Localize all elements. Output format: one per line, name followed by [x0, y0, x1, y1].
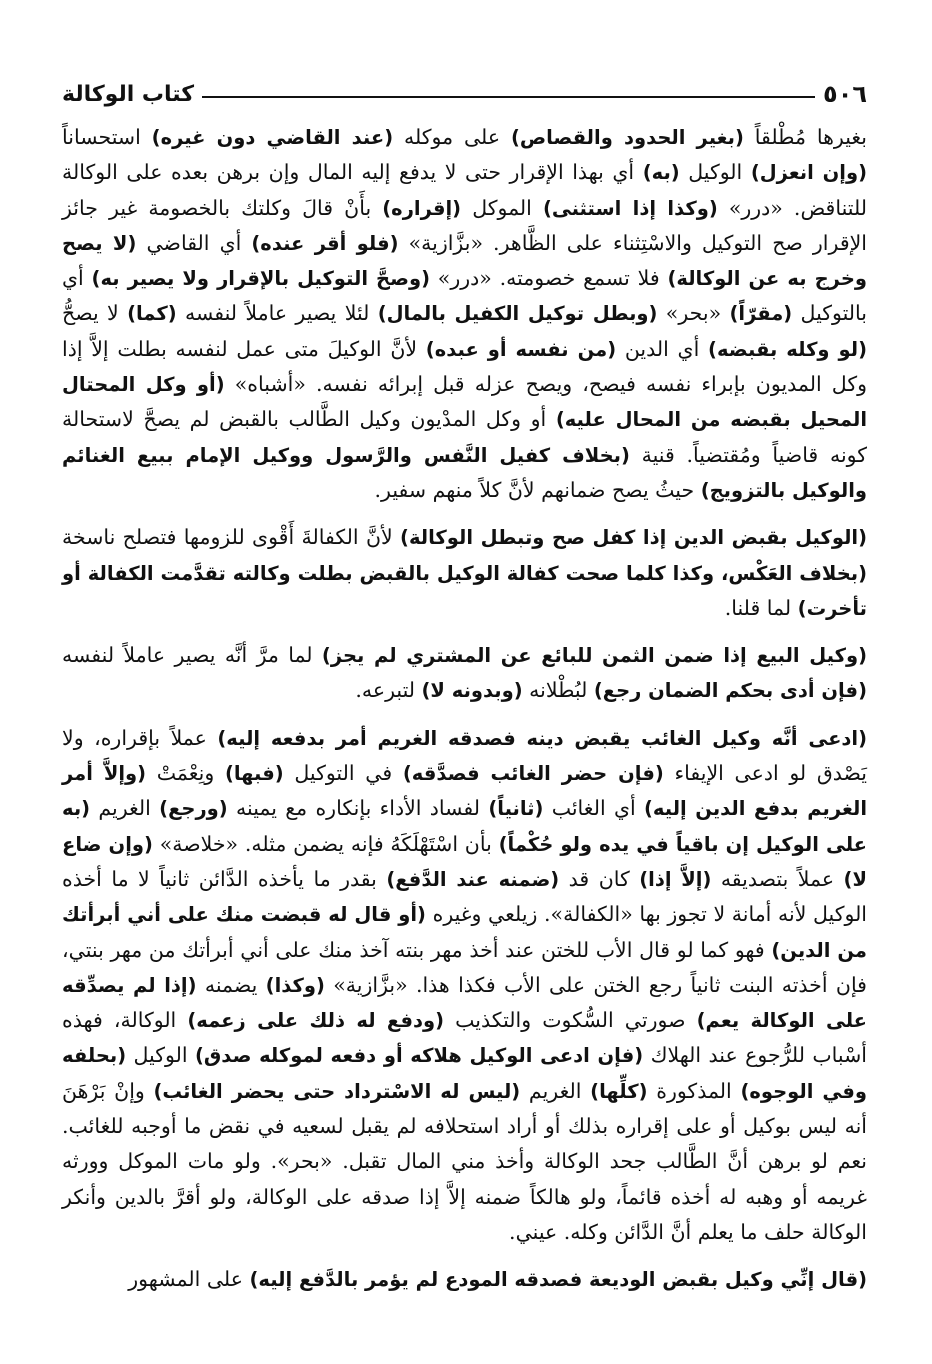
commentary-text: أي القاضي [136, 230, 252, 255]
commentary-text: حيثُ يصح ضمانهم لأنَّ كلاً منهم سفير. [374, 477, 701, 502]
matn-text: (قال إنِّي وكيل بقبض الوديعة فصدقه المودع لم يؤمر بالدَّفع إليه) [249, 1268, 867, 1292]
matn-text: (به على الوكيل إن باقياً في يده ولو حُكْماً) [62, 797, 867, 856]
commentary-text: الوكالة، فهذه أسْباب للرُّجوع عند الهلاك [62, 1008, 867, 1068]
matn-text: (كلِّها) [590, 1079, 648, 1103]
matn-text: (وصحَّ التوكيل بالإقرار ولا يصير به) [91, 267, 430, 291]
matn-text: (به) [642, 161, 680, 185]
commentary-text: المذكورة [647, 1078, 741, 1103]
commentary-text: بأن اسْتَهْلَكَهُ فإنه يضمن مثله. «خلاصة» [152, 831, 499, 856]
matn-text: (كما) [127, 302, 177, 326]
commentary-text: فهو كما لو قال الأب للختن عند أخذ مهر بنته آخذ منك على أني أبرأتك من مهر بنتي، فإن أخذته البنت ثانياً رجع الختن على الأب فكذا هذا. «بزَّازية» [62, 937, 867, 997]
commentary-text: في التوكيل [283, 761, 403, 786]
commentary-text: لئلا يصير عاملاً لنفسه [176, 301, 378, 326]
matn-text: (فإن أدى بحكم الضمان رجع) [593, 679, 867, 703]
commentary-text: لما قلنا. [724, 595, 798, 620]
matn-text: (فإن حضر الغائب فصدَّقه) [402, 762, 664, 786]
commentary-text: بأَنْ قالَ وكلتك بالخصومة غير جائز الإقرار صح التوكيل والاسْتِثناء على الظَّاهر. «بزَّازية» [62, 195, 868, 255]
matn-text: (لو وكله بقبضه) [708, 337, 867, 361]
paragraph [62, 721, 867, 1250]
matn-text: (بغير الحدود والقصاص) [510, 126, 744, 149]
matn-text: (بخلاف كفيل النَّفس والرَّسول ووكيل الإمام ببيع الغنائم والوكيل بالتزويج) [62, 443, 867, 502]
matn-text: (إقراره) [382, 196, 462, 220]
commentary-text: أي الغائب [543, 796, 644, 821]
commentary-text: الموكل [461, 195, 543, 220]
commentary-text: لتبرعه. [355, 678, 422, 703]
paragraph [62, 520, 867, 626]
commentary-text: فلا تسمع خصومته. «درر» [430, 266, 668, 291]
matn-text: (وكيل البيع إذا ضمن الثمن للبائع عن المشتري لم يجز) [321, 644, 867, 668]
commentary-text: استحساناً [62, 125, 152, 149]
commentary-text: الغريم [520, 1078, 591, 1103]
matn-text: (فإن ادعى الوكيل هلاكه أو دفعه لموكله صدق) [194, 1044, 644, 1068]
matn-text: (إلاَّ إذا) [639, 867, 712, 891]
commentary-text: كان قد [559, 866, 640, 891]
commentary-text: لأنَّ الوكيلَ متى عمل لنفسه بطلت إلاَّ إذا وكل المديون بإبراء نفسه فيصح، ويصح عزله قبل إبرائه نفسه. «أشباه» [62, 336, 867, 397]
commentary-text: لا يصحُّ [62, 301, 128, 326]
commentary-text: أو وكل المدْيون وكيل الطَّالب بالقبض لم يصحَّ لاستحالة كونه قاضياً ومُقتضياً. قنية [62, 407, 867, 467]
matn-text: (من نفسه أو عبده) [425, 337, 617, 361]
matn-text: (الوكيل بقبض الدين إذا كفل صح وتبطل الوكالة) [400, 526, 867, 550]
matn-text: (وكذا) [265, 973, 325, 997]
commentary-text: عملاً بإقراره، ولا يَصْدق لو ادعى الإيفاء [62, 725, 868, 786]
commentary-text: لما مرَّ أنَّه يصير عاملاً لنفسه [62, 643, 322, 668]
page-body [62, 120, 867, 1298]
matn-text: (ثانياً) [488, 797, 544, 821]
matn-text: (عند القاضي دون غيره) [151, 126, 394, 149]
matn-text: (بحلفه وفي الوجوه) [62, 1044, 868, 1103]
matn-text: (بخلاف العَكْس، وكذا كلما صحت كفالة الوكيل بالقبض بطلت وكالته تقدَّمت الكفالة أو تأخرت) [62, 561, 867, 620]
matn-text: (أو قال له قبضت منك على أني أبرأتك من الدين) [62, 903, 867, 962]
matn-text: (إذا لم يصدِّقه على الوكالة يعم) [62, 973, 867, 1033]
matn-text: (فبها) [224, 762, 284, 786]
matn-text: (وبدونه لا) [421, 679, 523, 703]
page-number: ٥٠٦ [815, 82, 867, 106]
matn-text: (وإن ضاع لا) [62, 832, 867, 891]
matn-text: (أو وكل المحتال المحيل بقبضه من المحال عليه) [62, 373, 868, 432]
paragraph [62, 1262, 867, 1297]
commentary-text: «بحر» [657, 301, 730, 326]
commentary-text: لبُطْلانه [522, 678, 594, 703]
matn-text: (وبطل توكيل الكفيل بالمال) [377, 302, 658, 326]
commentary-text: على موكله [393, 125, 511, 149]
matn-text: (وإلاَّ أمر الغريم بدفع الدين إليه) [62, 762, 868, 821]
matn-text: (ضمنه عند الدَّفع) [386, 867, 560, 891]
matn-text: (فلو أقر عنده) [251, 231, 399, 255]
paragraph [62, 638, 867, 709]
matn-text: (ودفع له ذلك على زعمه) [187, 1009, 445, 1033]
commentary-text: وإنْ بَرْهَنَ أنه ليس بوكيل أو على إقراره بذلك أو أراد استحلافه لم يقبل لسعيه في نقض ما أوجبه للغائب. نعم لو برهن أنَّ الطَّالب جحد الوكالة وأخذ مني المال تقبل. «بحر». ولو مات الموكل وورثه غريمه أو وهبه له أخذه قائماً، ولو هالكاً ضمنه إلاَّ إذا صدقه على الوكالة، ولو أقرَّ بالدين وأنكر الوكالة حلف ما يعلم أنَّ الدَّائن وكله. عيني. [62, 1078, 867, 1244]
commentary-text: الوكيل [679, 160, 751, 185]
commentary-text: الوكيل [126, 1043, 195, 1068]
commentary-text: ونِعْمَتْ [146, 761, 225, 786]
commentary-text: لأنَّ الكفالةَ أَقْوى للزومها فتصلح ناسخة [62, 525, 401, 550]
commentary-text: الغريم [90, 796, 160, 821]
matn-text: (ورجع) [159, 797, 228, 821]
commentary-text: أي بالتوكيل [62, 266, 867, 326]
book-page [62, 58, 867, 1348]
commentary-text: صورتي السُّكوت والتكذيب [444, 1008, 697, 1033]
commentary-text: على المشهور [128, 1267, 250, 1292]
matn-text: (مقرّاً) [729, 302, 793, 326]
matn-text: (وكذا إذا استثنى) [542, 196, 718, 220]
matn-text: (وإن انعزل) [750, 161, 867, 185]
page-header [62, 58, 867, 108]
commentary-text: بغيرها مُطْلقاً [743, 125, 868, 149]
commentary-text: يضمنه [196, 972, 266, 997]
commentary-text: أي بهذا الإقرار حتى لا يدفع إليه المال وإن برهن بعده على الوكالة للتناقض. «درر» [62, 160, 868, 220]
commentary-text: بقدر ما يأخذه الدَّائن ثانياً لا ما أخذه الوكيل لأنه أمانة لا تجوز بها «الكفالة». زيلعي وغيره [62, 866, 868, 927]
commentary-text: عملاً بتصديقه [711, 866, 844, 891]
paragraph [62, 120, 867, 508]
running-title: كتاب الوكالة [62, 84, 202, 106]
commentary-text: أي الدين [616, 336, 709, 361]
matn-text: (لا يصح وخرج به عن الوكالة) [62, 231, 867, 291]
matn-text: (ادعى أنَّه وكيل الغائب يقبض دينه فصدقه الغريم أمر بدفعه إليه) [217, 726, 867, 750]
matn-text: (ليس له الاسْترداد حتى يحضر الغائب) [153, 1079, 521, 1103]
commentary-text: لفساد الأداء بإنكاره مع يمينه [227, 796, 489, 821]
